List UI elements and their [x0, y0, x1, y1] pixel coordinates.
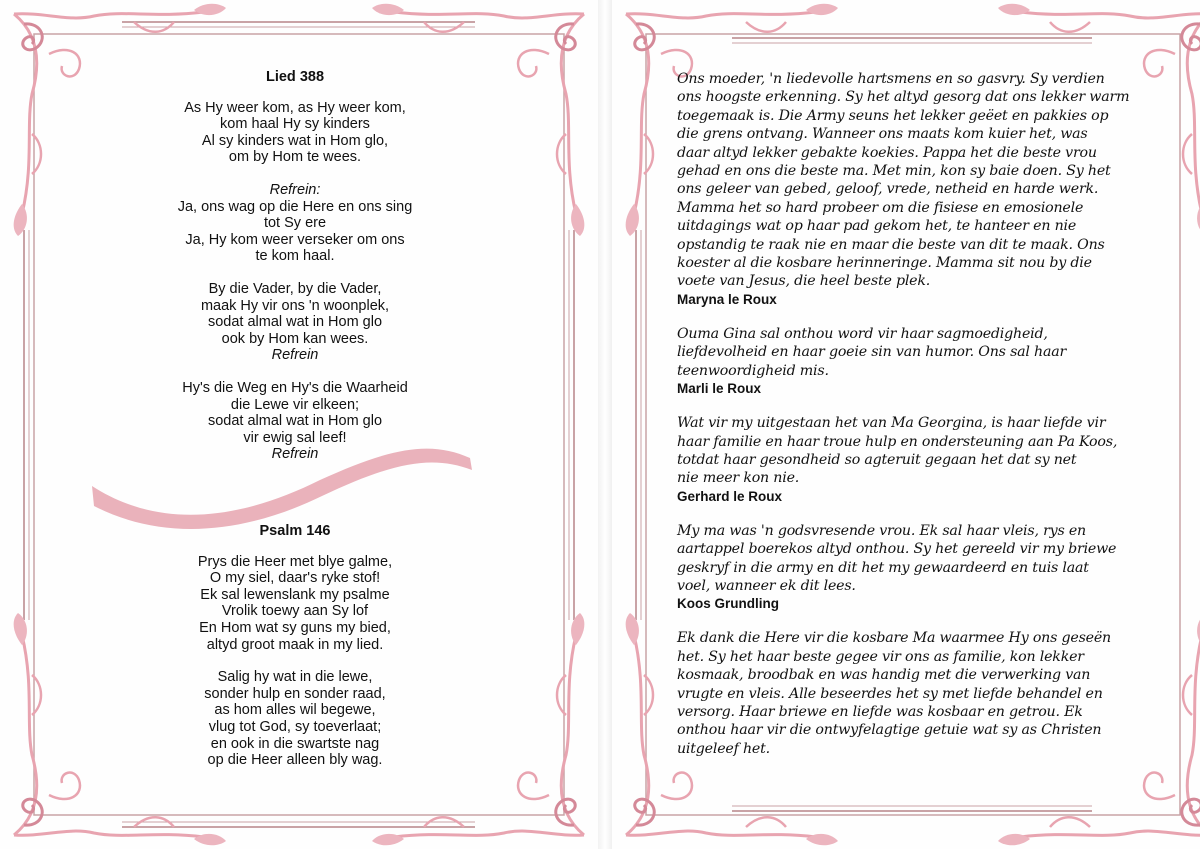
refrain-marker: Refrein — [271, 347, 319, 364]
verse-line: sodat almal wat in Hom glo — [207, 413, 383, 430]
refrain-marker: Refrein — [271, 446, 319, 463]
tribute-line: kosmaak, broodbak en was handig met die verwerking van — [677, 667, 1091, 684]
psalm-title: Psalm 146 — [259, 523, 331, 539]
verse-line: vlug tot God, sy toeverlaat; — [208, 718, 382, 735]
verse-line: op die Heer alleen bly wag. — [207, 752, 383, 769]
tribute-line: Ons moeder, 'n liedevolle hartsmens en so gasvry. Sy verdien — [677, 71, 1105, 87]
hymn-verse-2 — [130, 281, 460, 364]
verse-line: Salig hy wat in die lewe, — [217, 669, 373, 686]
refrain-line: tot Sy ere — [263, 215, 327, 232]
verse-line: en ook in die swartste nag — [210, 735, 380, 752]
tribute-body — [677, 70, 1177, 291]
tribute-3 — [677, 414, 1177, 505]
verse-line: Ek sal lewenslank my psalme — [200, 586, 390, 603]
verse-line: sonder hulp en sonder raad, — [204, 685, 386, 702]
verse-line: Vrolik toewy aan Sy lof — [221, 603, 369, 620]
psalm-146 — [130, 523, 460, 785]
psalm-verse-2 — [130, 669, 460, 769]
tribute-author: Maryna le Roux — [677, 291, 777, 307]
left-page — [0, 0, 598, 849]
verse-line: En Hom wat sy guns my bied, — [199, 619, 391, 636]
tribute-4 — [677, 522, 1177, 613]
tribute-line: geskryf in die army en dit het my gewaardeerd en tuis laat — [677, 559, 1089, 576]
tribute-line: Mamma het so hard probeer om die fisiese en emosionele — [677, 199, 1084, 216]
tribute-line: uitdagings wat op haar pad gekom het, te hanteer en nie — [677, 218, 1077, 235]
tribute-line: onthou haar vir die ontwyfelagtige getuie wat sy as Christen — [677, 722, 1102, 739]
tribute-5 — [677, 629, 1177, 758]
tribute-line: ons hoogste erkenning. Sy het altyd gesorg dat ons lekker warm — [677, 89, 1130, 106]
verse-line: By die Vader, by die Vader, — [208, 280, 382, 297]
tribute-body — [677, 414, 1177, 488]
tribute-body — [677, 522, 1177, 596]
tribute-line: versorg. Haar briewe en liefde was kosbaar en getrou. Ek — [677, 703, 1083, 720]
tribute-author: Koos Grundling — [677, 596, 779, 612]
verse-line: O my siel, daar's ryke stof! — [209, 570, 381, 587]
tribute-line: teenwoordigheid mis. — [677, 362, 829, 379]
tribute-body — [677, 325, 1177, 380]
verse-line: Hy's die Weg en Hy's die Waarheid — [182, 379, 408, 396]
tribute-line: nie meer kon nie. — [677, 470, 800, 487]
page-gutter — [598, 0, 612, 849]
tribute-line: voel, wanneer ek dit lees. — [677, 577, 856, 594]
tribute-line: ons geleer van gebed, geloof, vrede, netheid en harde werk. — [677, 181, 1099, 198]
verse-line: As Hy weer kom, as Hy weer kom, — [184, 99, 406, 116]
tribute-author: Marli le Roux — [677, 381, 762, 397]
tribute-line: Ouma Gina sal onthou word vir haar sagmoedigheid, — [677, 325, 1048, 342]
verse-line: maak Hy vir ons 'n woonplek, — [200, 297, 390, 314]
tribute-line: vrugte en vleis. Alle beseerdes het sy met liefde behandel en — [677, 685, 1103, 702]
refrain-label: Refrein: — [269, 181, 321, 198]
tribute-line: totdat haar gesondheid so agteruit gegaan het dat sy net — [677, 451, 1077, 468]
tribute-line: gehad en ons die beste ma. Met min, kon sy baie doen. Sy het — [677, 163, 1111, 180]
hymn-refrain — [130, 182, 460, 265]
tributes-text — [677, 70, 1177, 775]
tribute-line: die grens ontvang. Wanneer ons maats kom kuier het, was — [677, 126, 1088, 143]
tribute-line: koester al die kosbare herinneringe. Mamma sit nou by die — [677, 255, 1092, 272]
right-page — [612, 0, 1200, 849]
hymn-title: Lied 388 — [265, 69, 325, 85]
tribute-2 — [677, 325, 1177, 397]
verse-line: ook by Hom kan wees. — [221, 330, 369, 347]
tribute-line: daar altyd lekker gebakte koekies. Pappa het die beste vrou — [677, 144, 1097, 161]
tribute-1 — [677, 70, 1177, 308]
psalm-verse-1 — [130, 554, 460, 654]
tribute-line: liefdevolheid en haar goeie sin van humor. Ons sal haar — [677, 344, 1067, 361]
verse-line: kom haal Hy sy kinders — [220, 116, 370, 133]
tribute-line: voete van Jesus, die heel beste plek. — [677, 273, 931, 290]
hymn-lied-388 — [130, 69, 460, 479]
tribute-body — [677, 629, 1177, 758]
refrain-line: te kom haal. — [255, 248, 335, 265]
verse-line: as hom alles wil begewe, — [214, 702, 376, 719]
refrain-line: Ja, Hy kom weer verseker om ons — [185, 231, 405, 248]
hymn-verse-1 — [130, 100, 460, 166]
tribute-line: My ma was 'n godsvresende vrou. Ek sal haar vleis, rys en — [677, 522, 1086, 539]
tribute-line: toegemaak is. Die Army seuns het lekker geëet en pakkies op — [677, 107, 1109, 124]
verse-line: om by Hom te wees. — [228, 149, 362, 166]
verse-line: sodat almal wat in Hom glo — [207, 314, 383, 331]
verse-line: die Lewe vir elkeen; — [230, 396, 360, 413]
hymn-verse-3 — [130, 380, 460, 463]
tribute-author: Gerhard le Roux — [677, 488, 783, 504]
verse-line: altyd groot maak in my lied. — [206, 636, 384, 653]
tribute-line: aartappel boerekos altyd onthou. Sy het gereeld vir my briewe — [677, 541, 1117, 558]
tribute-line: Ek dank die Here vir die kosbare Ma waarmee Hy ons geseën — [677, 630, 1111, 647]
tribute-line: Wat vir my uitgestaan het van Ma Georgina, is haar liefde vir — [677, 415, 1106, 432]
verse-line: Prys die Heer met blye galme, — [197, 553, 393, 570]
tribute-line: het. Sy het haar beste gegee vir ons as familie, kon lekker — [677, 648, 1084, 665]
tribute-line: uitgeleef het. — [677, 740, 770, 757]
verse-line: vir ewig sal leef! — [243, 429, 347, 446]
tribute-line: haar familie en haar troue hulp en ondersteuning aan Pa Koos, — [677, 433, 1118, 450]
verse-line: Al sy kinders wat in Hom glo, — [201, 132, 389, 149]
refrain-line: Ja, ons wag op die Here en ons sing — [177, 198, 413, 215]
tribute-line: opstandig te raak nie en maar die beste van dit te maak. Ons — [677, 236, 1105, 253]
